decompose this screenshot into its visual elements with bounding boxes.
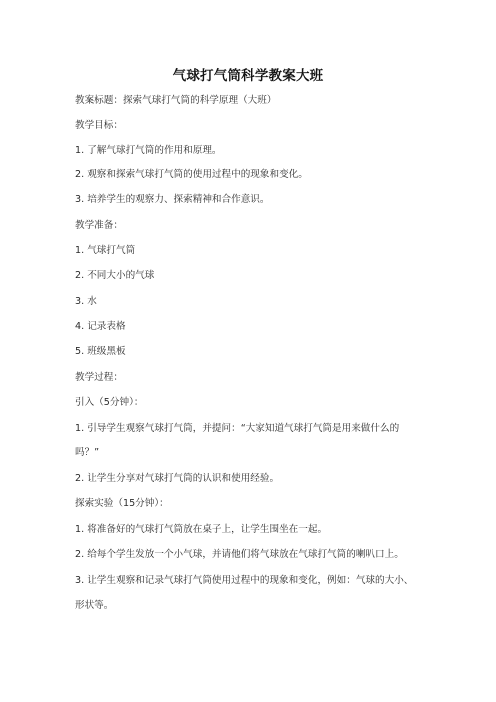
preparation-item-5: 5. 班级黑板 — [75, 346, 126, 357]
intro-item-1-line-2: 吗？” — [75, 447, 100, 458]
objective-item-3: 3. 培养学生的观察力、探索精神和合作意识。 — [75, 194, 270, 205]
preparation-item-2: 2. 不同大小的气球 — [75, 270, 155, 281]
objective-item-2: 2. 观察和探索气球打气筒的使用过程中的现象和变化。 — [75, 169, 308, 180]
experiment-item-1: 1. 将准备好的气球打气筒放在桌子上，让学生围坐在一起。 — [75, 524, 328, 535]
subsection-heading-intro: 引入（5分钟）： — [75, 397, 144, 408]
intro-item-1-line-1: 1. 引导学生观察气球打气筒，并提问：“大家知道气球打气筒是用来做什么的 — [75, 423, 400, 434]
experiment-item-3-line-1: 3. 让学生观察和记录气球打气筒使用过程中的现象和变化，例如：气球的大小、 — [75, 575, 414, 586]
section-heading-process: 教学过程： — [75, 372, 123, 383]
preparation-item-3: 3. 水 — [75, 296, 97, 307]
subsection-heading-experiment: 探索实验（15分钟）： — [75, 498, 169, 509]
section-heading-preparation: 教学准备： — [75, 220, 123, 231]
intro-item-2: 2. 让学生分享对气球打气筒的认识和使用经验。 — [75, 473, 280, 484]
preparation-item-4: 4. 记录表格 — [75, 321, 126, 332]
experiment-item-3-line-2: 形状等。 — [75, 600, 114, 611]
objective-item-1: 1. 了解气球打气筒的作用和原理。 — [75, 145, 222, 156]
section-heading-objectives: 教学目标： — [75, 120, 123, 131]
document-title: 气球打气筒科学教案大班 — [172, 68, 324, 84]
lesson-title-line: 教案标题：探索气球打气筒的科学原理（大班） — [75, 95, 277, 106]
experiment-item-2: 2. 给每个学生发放一个小气球，并请他们将气球放在气球打气筒的喇叭口上。 — [75, 549, 404, 560]
preparation-item-1: 1. 气球打气筒 — [75, 245, 136, 256]
